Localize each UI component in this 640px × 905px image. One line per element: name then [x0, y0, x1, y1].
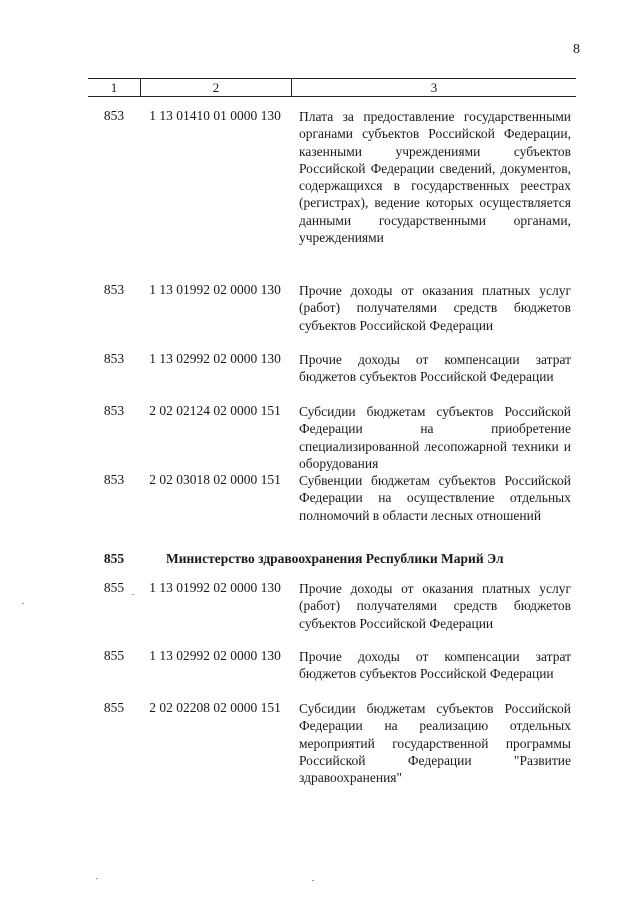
scan-speck [312, 880, 314, 881]
table-header [88, 78, 576, 97]
admin-code: 853 [103, 403, 125, 418]
admin-code: 853 [103, 282, 125, 297]
admin-code: 853 [103, 351, 125, 366]
row-description: Прочие доходы от компенсации затрат бюджетов субъектов Российской Федерации [299, 352, 571, 385]
row-description: Прочие доходы от компенсации затрат бюджетов субъектов Российской Федерации [299, 649, 571, 682]
budget-code: 1 13 01992 02 0000 130 [149, 282, 281, 297]
budget-code: 1 13 02992 02 0000 130 [149, 351, 281, 366]
scan-speck [22, 603, 24, 604]
section-title: Министерство здравоохранения Республики Марий Эл [166, 551, 504, 566]
budget-code: 1 13 01992 02 0000 130 [149, 580, 281, 595]
header-col-3: 3 [430, 80, 438, 95]
header-col-1: 1 [88, 79, 141, 96]
admin-code: 855 [103, 580, 125, 595]
admin-code: 855 [103, 700, 125, 715]
budget-code: 2 02 03018 02 0000 151 [149, 472, 281, 487]
row-description: Прочие доходы от оказания платных услуг (работ) получателями средств бюджетов субъектов Российской Федерации [299, 581, 571, 631]
budget-code: 1 13 01410 01 0000 130 [149, 108, 281, 123]
row-description: Субвенции бюджетам субъектов Российской Федерации на осуществление отдельных полномочий в области лесных отношений [299, 473, 571, 523]
admin-code: 853 [103, 472, 125, 487]
row-description: Субсидии бюджетам субъектов Российской Федерации на приобретение специализированной лесопожарной техники и оборудования [299, 404, 571, 471]
scan-speck [96, 878, 98, 879]
budget-code: 1 13 02992 02 0000 130 [149, 648, 281, 663]
budget-code: 2 02 02208 02 0000 151 [149, 700, 281, 715]
header-col-2: 2 [141, 79, 292, 96]
budget-code: 2 02 02124 02 0000 151 [149, 403, 281, 418]
row-description: Субсидии бюджетам субъектов Российской Федерации на реализацию отдельных мероприятий государственной программы Российской Федерации "Развитие здравоохранения" [299, 701, 571, 786]
admin-code: 853 [103, 108, 125, 123]
row-description: Прочие доходы от оказания платных услуг (работ) получателями средств бюджетов субъектов Российской Федерации [299, 283, 571, 333]
row-description: Плата за предоставление государственными органами субъектов Российской Федерации, казенными учреждениями субъектов Российской Федерации сведений, документов, содержащихся в государственных реестрах (регистрах), ведение которых осуществляется данными государственными органами, учреждениями [299, 109, 571, 246]
section-code: 855 [103, 551, 125, 566]
page-number: 8 [573, 42, 580, 57]
scan-speck [132, 594, 134, 595]
admin-code: 855 [103, 648, 125, 663]
